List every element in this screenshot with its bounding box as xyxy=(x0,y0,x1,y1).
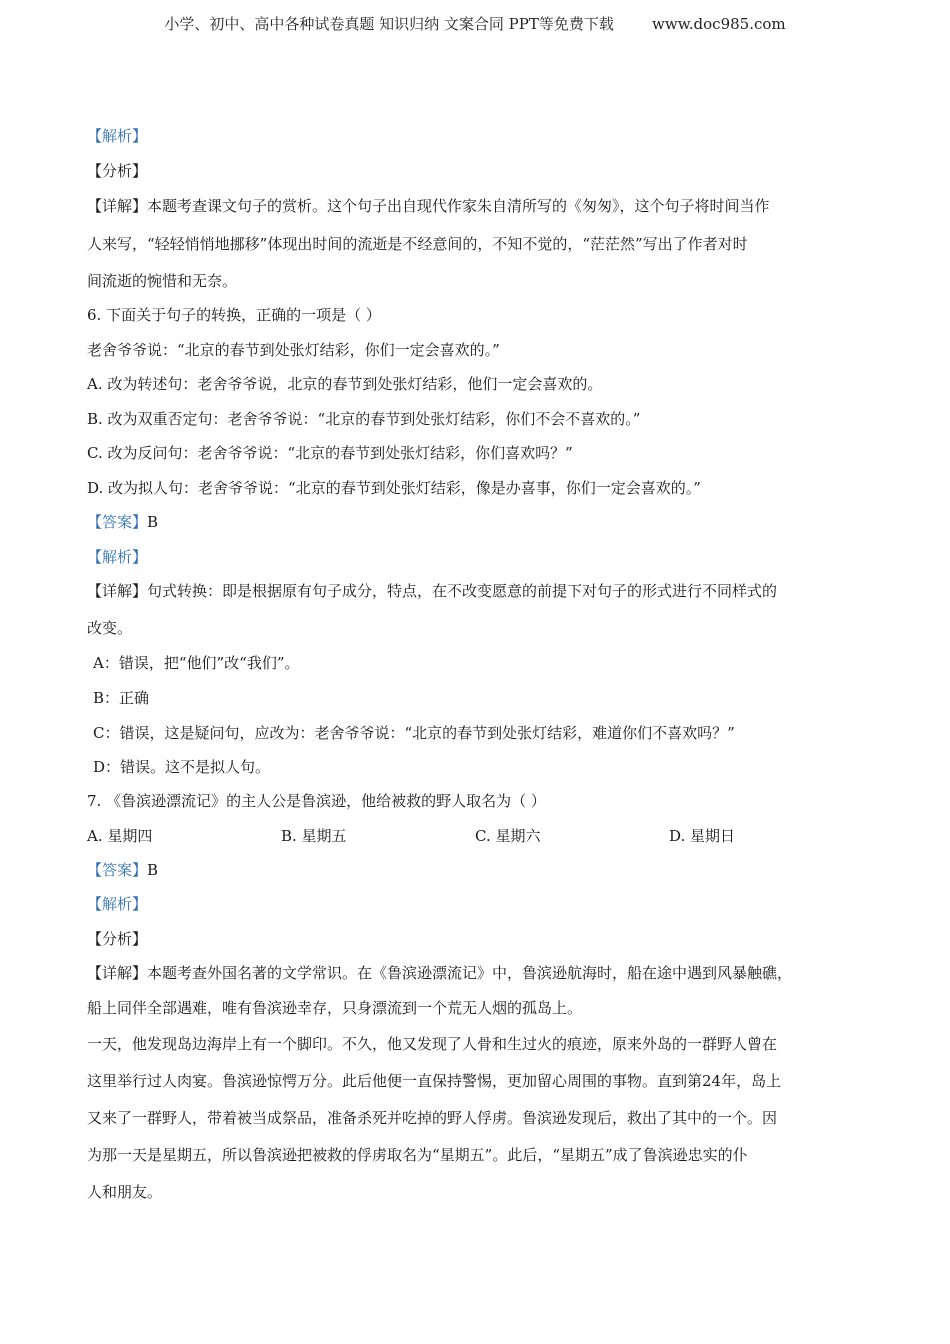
q5-detail-text-1: 本题考查课文句子的赏析。这个句子出自现代作家朱自清所写的《匆匆》，这个句子将时间当作 xyxy=(147,197,770,215)
q6-explain-c: C：错误，这是疑问句，应改为：老舍爷爷说：“北京的春节到处张灯结彩，难道你们不喜欢吗？” xyxy=(93,724,735,742)
q5-jiexi-label: 【解析】 xyxy=(87,127,148,145)
q7-jiexi-label: 【解析】 xyxy=(87,895,148,913)
q6-answer-line xyxy=(87,512,877,532)
q6-detail-text-1: 句式转换：即是根据原有句子成分，特点，在不改变愿意的前提下对句子的形式进行不同样式的 xyxy=(147,582,778,600)
q5-detail-line-2: 人来写，“轻轻悄悄地挪移”体现出时间的流逝是不经意间的，不知不觉的，“茫茫然”写出了作者对时 xyxy=(87,235,748,253)
q7-answer-value: B xyxy=(147,861,159,879)
q6-explain-d: D：错误。这不是拟人句。 xyxy=(93,758,271,776)
header-url: www.doc985.com xyxy=(652,15,786,33)
q6-option-c: C. 改为反问句：老舍爷爷说：“北京的春节到处张灯结彩，你们喜欢吗？” xyxy=(87,444,573,462)
q6-detail-line-2: 改变。 xyxy=(87,619,133,637)
q7-answer-line xyxy=(87,860,877,880)
q6-stem: 6. 下面关于句子的转换，正确的一项是（ ） xyxy=(87,306,381,324)
q6-detail-line-1 xyxy=(87,581,877,601)
q7-detail-tag: 【详解】 xyxy=(87,964,148,982)
q6-detail-tag: 【详解】 xyxy=(87,582,148,600)
q7-detail-line-1 xyxy=(87,963,877,983)
q6-answer-value: B xyxy=(147,513,159,531)
q7-option-b: B. 星期五 xyxy=(281,827,347,845)
q7-detail-line-2: 船上同伴全部遇难，唯有鲁滨逊幸存，只身漂流到一个荒无人烟的孤岛上。 xyxy=(87,999,583,1017)
q7-para-line-4: 为那一天是星期五，所以鲁滨逊把被救的俘虏取名为“星期五”。此后，“星期五”成了鲁滨逊忠实的仆 xyxy=(87,1146,748,1164)
q6-jiexi-label: 【解析】 xyxy=(87,548,148,566)
q6-option-d: D. 改为拟人句：老舍爷爷说：“北京的春节到处张灯结彩，像是办喜事，你们一定会喜欢的。” xyxy=(87,479,701,497)
q5-detail-line-1 xyxy=(87,196,877,216)
q6-option-b: B. 改为双重否定句：老舍爷爷说：“北京的春节到处张灯结彩，你们不会不喜欢的。” xyxy=(87,410,641,428)
header-text: 小学、初中、高中各种试卷真题 知识归纳 文案合同 PPT等免费下载 xyxy=(164,15,614,33)
q7-answer-tag: 【答案】 xyxy=(87,861,148,879)
q7-stem: 7. 《鲁滨逊漂流记》的主人公是鲁滨逊，他给被救的野人取名为（ ） xyxy=(87,792,546,810)
q6-sentence: 老舍爷爷说：“北京的春节到处张灯结彩，你们一定会喜欢的。” xyxy=(87,341,500,359)
q5-fenxi-label: 【分析】 xyxy=(87,162,148,180)
q6-answer-tag: 【答案】 xyxy=(87,513,148,531)
q7-fenxi-label: 【分析】 xyxy=(87,930,148,948)
q7-option-c: C. 星期六 xyxy=(475,827,541,845)
q7-detail-text-1: 本题考查外国名著的文学常识。在《鲁滨逊漂流记》中，鲁滨逊航海时，船在途中遇到风暴触礁， xyxy=(147,964,793,982)
q7-para-line-5: 人和朋友。 xyxy=(87,1183,163,1201)
q7-para-line-3: 又来了一群野人，带着被当成祭品，准备杀死并吃掉的野人俘虏。鲁滨逊发现后，救出了其中的一个。因 xyxy=(87,1109,778,1127)
q7-para-line-2: 这里举行过人肉宴。鲁滨逊惊愕万分。此后他便一直保持警惕，更加留心周围的事物。直到第24年，岛上 xyxy=(87,1072,782,1090)
q6-option-a: A. 改为转述句：老舍爷爷说，北京的春节到处张灯结彩，他们一定会喜欢的。 xyxy=(87,375,603,393)
q6-explain-b: B：正确 xyxy=(93,689,150,707)
q6-explain-a: A：错误，把“他们”改“我们”。 xyxy=(93,654,300,672)
q7-option-a: A. 星期四 xyxy=(87,827,153,845)
q7-para-line-1: 一天，他发现岛边海岸上有一个脚印。不久，他又发现了人骨和生过火的痕迹，原来外岛的一群野人曾在 xyxy=(87,1035,778,1053)
q7-option-d: D. 星期日 xyxy=(669,827,736,845)
q5-detail-line-3: 间流逝的惋惜和无奈。 xyxy=(87,272,238,290)
q5-detail-tag: 【详解】 xyxy=(87,197,148,215)
page-header xyxy=(0,13,950,34)
